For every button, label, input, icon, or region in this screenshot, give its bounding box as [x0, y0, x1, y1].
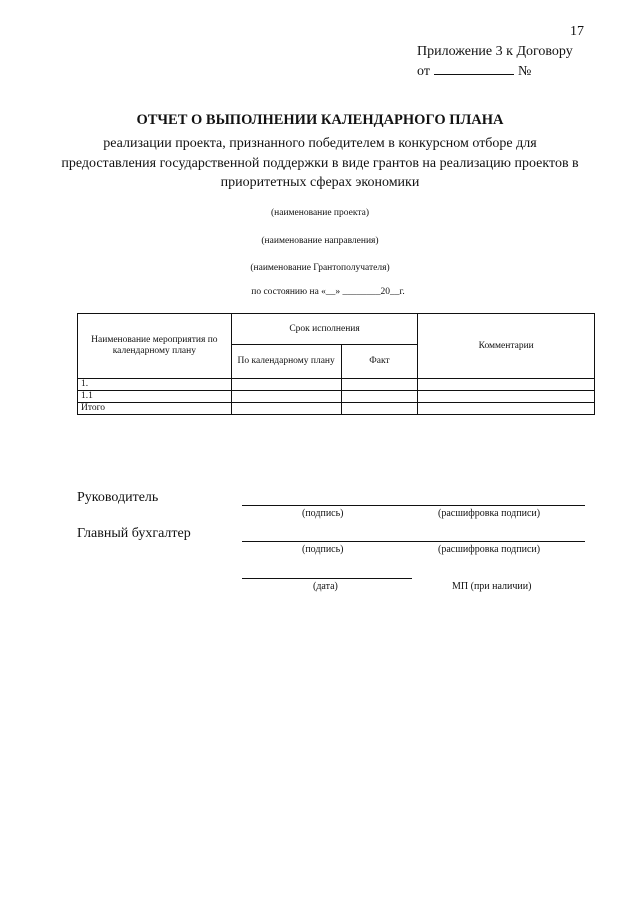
accountant-signature-caption: (подпись): [302, 544, 344, 555]
header-activity: Наименование мероприятия по календарному плану: [78, 314, 232, 379]
date-line: [242, 578, 412, 579]
recipient-name-caption: (наименование Грантополучателя): [250, 263, 390, 273]
header-fact: Факт: [341, 345, 418, 379]
head-label: Руководитель: [77, 490, 159, 505]
as-of-date: по состоянию на «__» ________20__г.: [251, 287, 405, 297]
row-label: 1.: [78, 379, 232, 391]
date-caption: (дата): [313, 581, 338, 592]
accountant-label: Главный бухгалтер: [77, 526, 191, 541]
table-row: [78, 403, 595, 415]
annex-date-number-row: [417, 61, 573, 81]
table-header-row: [78, 314, 595, 345]
accountant-decode-caption: (расшифровка подписи): [438, 544, 541, 555]
stamp-caption: МП (при наличии): [452, 581, 532, 592]
accountant-signature-line: [242, 541, 585, 542]
annex-number-sign: №: [517, 64, 532, 79]
annex-from-label: от: [417, 64, 430, 79]
direction-name-caption: (наименование направления): [261, 236, 379, 246]
header-plan: По календарному плану: [231, 345, 341, 379]
header-comments: Комментарии: [418, 314, 595, 379]
annex-reference: [417, 42, 573, 81]
head-signature-caption: (подпись): [302, 508, 344, 519]
page-number: 17: [570, 24, 584, 39]
calendar-plan-table: [77, 313, 595, 415]
table-row: [78, 391, 595, 403]
table-row: [78, 379, 595, 391]
header-deadline: Срок исполнения: [231, 314, 418, 345]
report-title: ОТЧЕТ О ВЫПОЛНЕНИИ КАЛЕНДАРНОГО ПЛАНА: [136, 112, 504, 128]
annex-line: Приложение 3 к Договору: [417, 44, 573, 59]
row-label: Итого: [78, 403, 232, 415]
project-name-caption: (наименование проекта): [270, 208, 369, 218]
head-decode-caption: (расшифровка подписи): [438, 508, 541, 519]
row-label: 1.1: [78, 391, 232, 403]
head-signature-line: [242, 505, 585, 506]
report-subtitle: реализации проекта, признанного победителем в конкурсном отборе для предоставления государственной поддержки в виде грантов на реализацию проектов в приоритетных сферах экономики: [61, 136, 579, 190]
annex-date-blank: [434, 61, 514, 75]
